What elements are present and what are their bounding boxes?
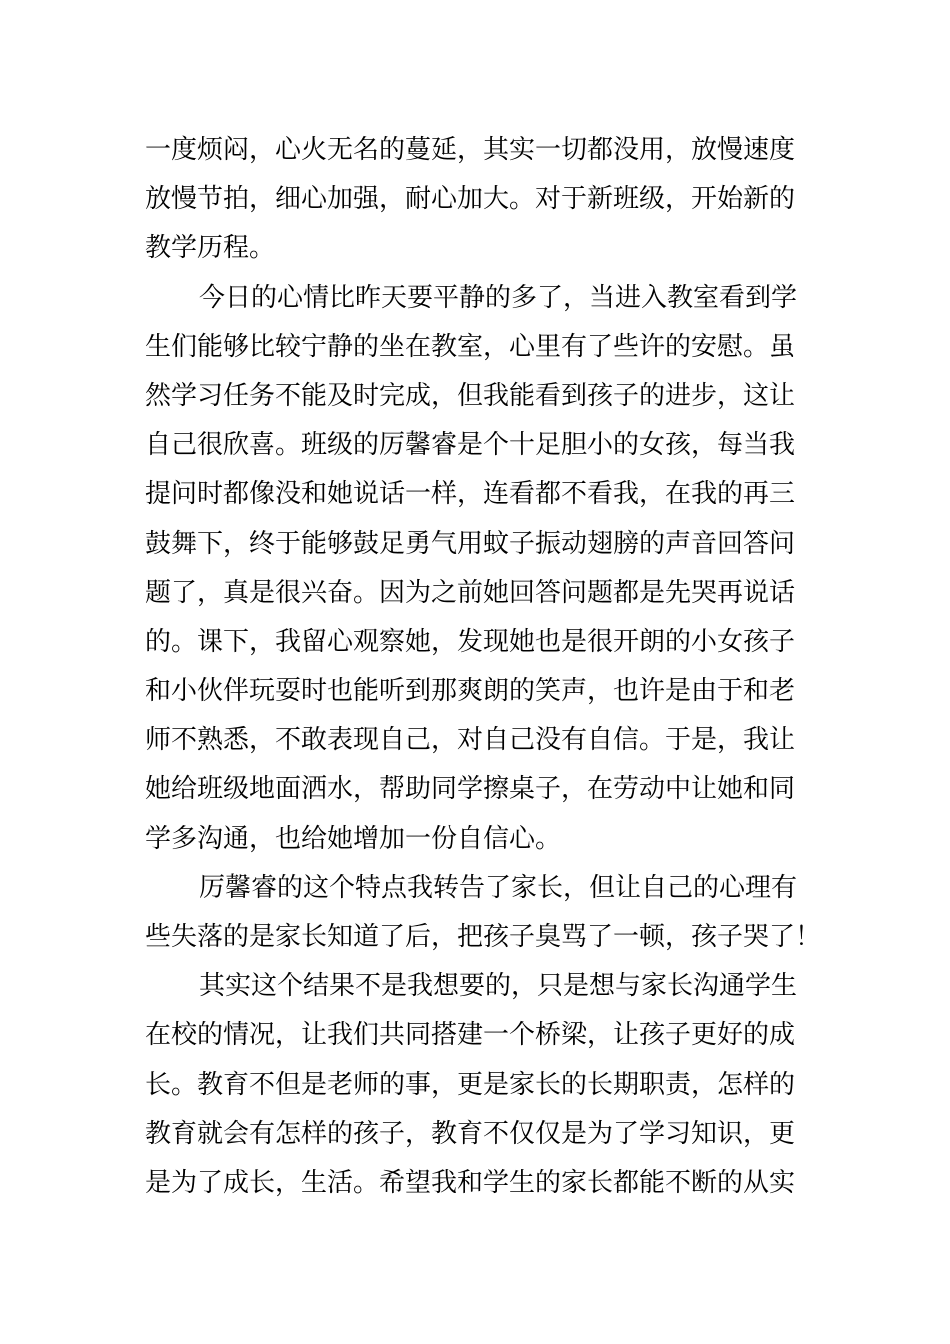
text-line: 和小伙伴玩耍时也能听到那爽朗的笑声，也许是由于和老	[145, 676, 796, 707]
text-line: 教育就会有怎样的孩子，教育不仅仅是为了学习知识，更	[145, 1118, 796, 1149]
text-line: 学多沟通，也给她增加一份自信心。	[145, 823, 562, 854]
text-line: 然学习任务不能及时完成，但我能看到孩子的进步，这让	[145, 380, 796, 411]
text-line: 她给班级地面洒水，帮助同学擦桌子，在劳动中让她和同	[145, 774, 796, 805]
text-line: 些失落的是家长知道了后，把孩子臭骂了一顿，孩子哭了！	[145, 922, 822, 952]
text-line: 生们能够比较宁静的坐在教室，心里有了些许的安慰。虽	[145, 331, 796, 362]
text-line: 一度烦闷，心火无名的蔓延，其实一切都没用，放慢速度	[145, 135, 796, 165]
text-line: 教学历程。	[145, 233, 276, 264]
text-line: 提问时都像没和她说话一样，连看都不看我，在我的再三	[145, 479, 796, 510]
paragraph-first-line: 其实这个结果不是我想要的，只是想与家长沟通学生	[199, 971, 798, 1002]
paragraph-first-line: 厉馨睿的这个特点我转告了家长，但让自己的心理有	[199, 872, 798, 903]
text-line: 在校的情况，让我们共同搭建一个桥梁，让孩子更好的成	[145, 1020, 796, 1051]
text-line: 师不熟悉，不敢表现自己，对自己没有自信。于是，我让	[145, 725, 796, 756]
text-line: 长。教育不但是老师的事，更是家长的长期职责，怎样的	[145, 1069, 796, 1100]
text-line: 鼓舞下，终于能够鼓足勇气用蚊子振动翅膀的声音回答问	[145, 528, 796, 559]
paragraph-first-line: 今日的心情比昨天要平静的多了，当进入教室看到学	[199, 282, 798, 313]
text-line: 题了，真是很兴奋。因为之前她回答问题都是先哭再说话	[145, 577, 796, 608]
text-line: 放慢节拍，细心加强，耐心加大。对于新班级，开始新的	[145, 184, 796, 215]
text-line: 的。课下，我留心观察她，发现她也是很开朗的小女孩子	[145, 626, 796, 657]
text-line: 是为了成长，生活。希望我和学生的家长都能不断的从实	[145, 1167, 796, 1198]
text-line: 自己很欣喜。班级的厉馨睿是个十足胆小的女孩，每当我	[145, 430, 796, 461]
document-body	[145, 126, 822, 1208]
